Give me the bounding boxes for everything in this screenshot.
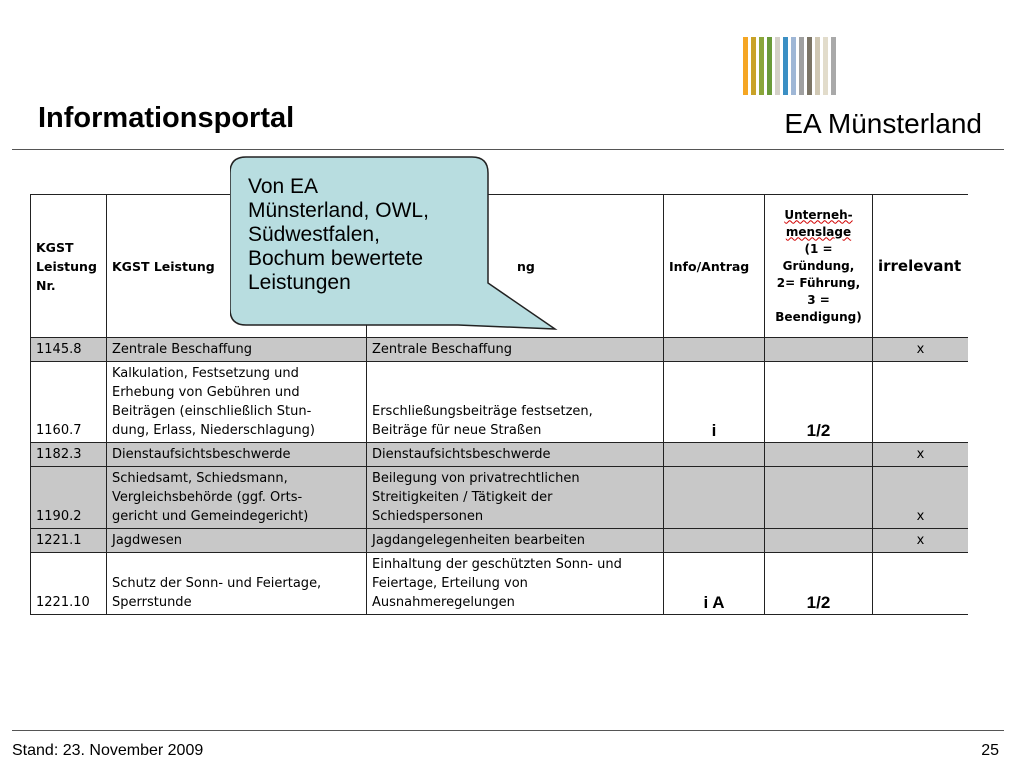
cell-unternehmenslage: 1/2: [765, 362, 873, 443]
header-nr: KGST Leistung Nr.: [31, 195, 107, 338]
page-number: 25: [981, 742, 999, 759]
cell-leistung: Schiedsamt, Schiedsmann, Vergleichsbehörde (ggf. Orts- gericht und Gemeindegericht): [107, 467, 367, 529]
table-row: [31, 529, 969, 553]
page-title: Informationsportal: [38, 102, 295, 134]
header-unternehmenslage: Unterneh- menslage (1 = Gründung, 2= Führung, 3 = Beendigung): [765, 195, 873, 338]
cell-nr: 1221.1: [31, 529, 107, 553]
cell-nr: 1190.2: [31, 467, 107, 529]
cell-beschreibung: Zentrale Beschaffung: [367, 338, 664, 362]
header-irrelevant: irrelevant: [873, 195, 969, 338]
cell-beschreibung: Dienstaufsichtsbeschwerde: [367, 443, 664, 467]
cell-leistung: Kalkulation, Festsetzung und Erhebung von Gebühren und Beiträgen (einschließlich Stun- dung, Erlass, Niederschlagung): [107, 362, 367, 443]
logo-stripes: [743, 37, 983, 95]
cell-beschreibung: Einhaltung der geschützten Sonn- und Feiertage, Erteilung von Ausnahmeregelungen: [367, 553, 664, 615]
cell-info-antrag: i: [664, 362, 765, 443]
table-row: [31, 443, 969, 467]
cell-beschreibung: Erschließungsbeiträge festsetzen, Beiträge für neue Straßen: [367, 362, 664, 443]
header-beschreibung: ng: [367, 195, 664, 338]
header-divider: [12, 149, 1004, 150]
logo-stripe: [791, 37, 796, 95]
cell-beschreibung: Beilegung von privatrechtlichen Streitigkeiten / Tätigkeit der Schiedspersonen: [367, 467, 664, 529]
table-row: [31, 467, 969, 529]
logo-stripe: [815, 37, 820, 95]
cell-unternehmenslage: [765, 529, 873, 553]
cell-unternehmenslage: [765, 338, 873, 362]
logo-stripe: [775, 37, 780, 95]
table-row: [31, 338, 969, 362]
cell-nr: 1221.10: [31, 553, 107, 615]
logo-stripe: [823, 37, 828, 95]
cell-leistung: Zentrale Beschaffung: [107, 338, 367, 362]
cell-irrelevant: [873, 553, 969, 615]
footer-divider: [12, 730, 1004, 731]
cell-info-antrag: [664, 443, 765, 467]
logo-stripe: [759, 37, 764, 95]
logo-stripe: [799, 37, 804, 95]
cell-nr: 1160.7: [31, 362, 107, 443]
callout-text: Von EA Münsterland, OWL, Südwestfalen, Bochum bewertete Leistungen: [248, 175, 429, 294]
footer-date: Stand: 23. November 2009: [12, 742, 204, 759]
cell-irrelevant: x: [873, 529, 969, 553]
logo-stripe: [751, 37, 756, 95]
cell-irrelevant: x: [873, 443, 969, 467]
logo-stripe: [831, 37, 836, 95]
cell-unternehmenslage: [765, 467, 873, 529]
table-row: [31, 362, 969, 443]
cell-leistung: Schutz der Sonn- und Feiertage, Sperrstunde: [107, 553, 367, 615]
cell-unternehmenslage: [765, 443, 873, 467]
cell-leistung: Dienstaufsichtsbeschwerde: [107, 443, 367, 467]
table-body: [31, 338, 969, 615]
cell-info-antrag: [664, 467, 765, 529]
cell-nr: 1182.3: [31, 443, 107, 467]
cell-unternehmenslage: 1/2: [765, 553, 873, 615]
speech-bubble-callout: [230, 155, 560, 335]
cell-leistung: Jagdwesen: [107, 529, 367, 553]
logo-stripe: [743, 37, 748, 95]
logo-stripe: [807, 37, 812, 95]
cell-info-antrag: i A: [664, 553, 765, 615]
cell-nr: 1145.8: [31, 338, 107, 362]
header-info-antrag: Info/Antrag: [664, 195, 765, 338]
logo-stripe: [783, 37, 788, 95]
cell-irrelevant: x: [873, 467, 969, 529]
header-leistung: KGST Leistung: [107, 195, 367, 338]
cell-irrelevant: x: [873, 338, 969, 362]
cell-info-antrag: [664, 338, 765, 362]
table-row: [31, 553, 969, 615]
cell-irrelevant: [873, 362, 969, 443]
cell-beschreibung: Jagdangelegenheiten bearbeiten: [367, 529, 664, 553]
logo-stripe: [767, 37, 772, 95]
cell-info-antrag: [664, 529, 765, 553]
brand-name: EA Münsterland: [784, 108, 982, 139]
